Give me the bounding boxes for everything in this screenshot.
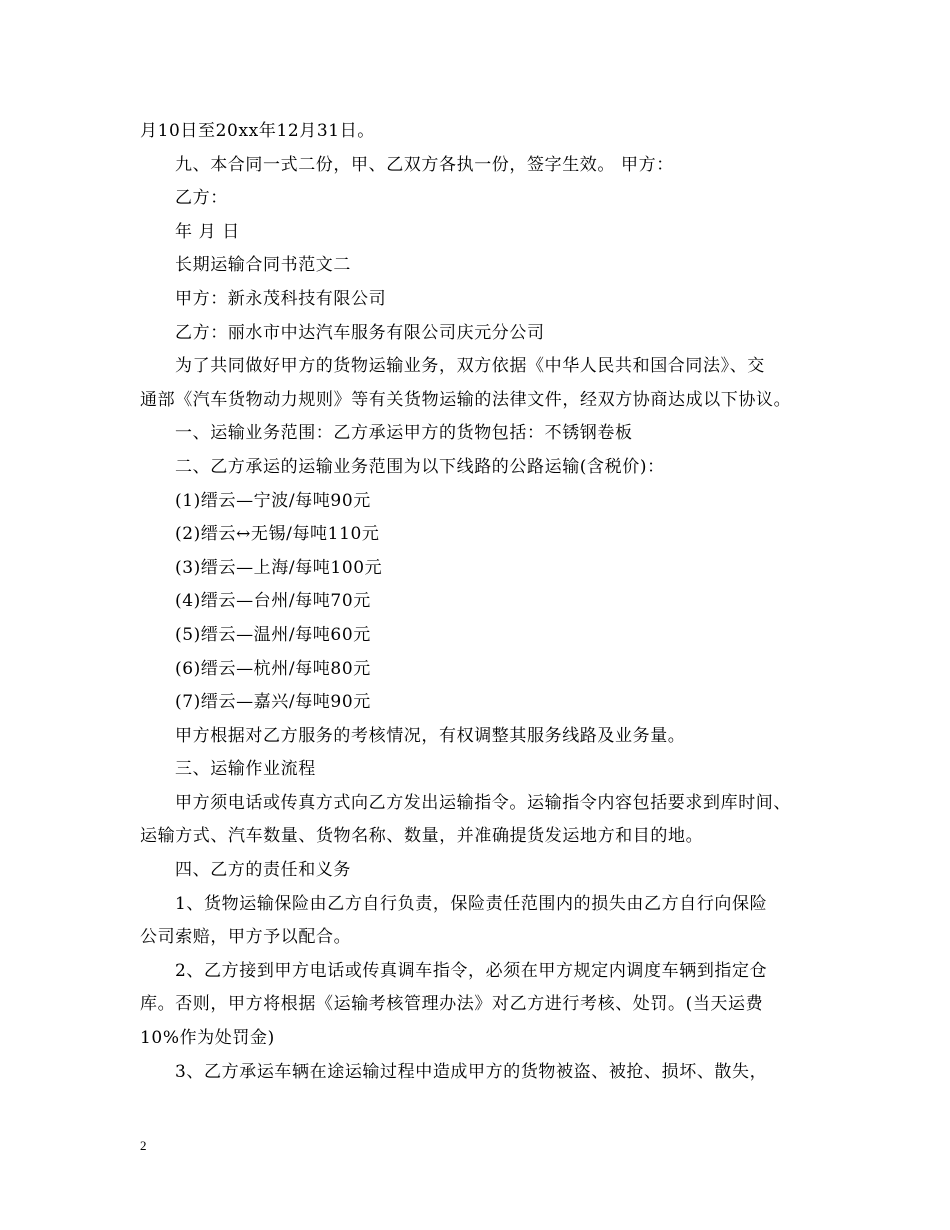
- text-line: 三、运输作业流程: [175, 759, 316, 780]
- document-body: [140, 115, 820, 1089]
- text-line: 运输方式、汽车数量、货物名称、数量，并准确提货发运地方和目的地。: [140, 826, 704, 847]
- text-line: 一、运输业务范围：乙方承运甲方的货物包括：不锈钢卷板: [175, 423, 633, 444]
- text-line: 库。否则，甲方将根据《运输考核管理办法》对乙方进行考核、处罚。(当天运费: [140, 994, 764, 1015]
- text-line: 3、乙方承运车辆在途运输过程中造成甲方的货物被盗、被抢、损坏、散失，: [175, 1061, 768, 1082]
- text-line: 为了共同做好甲方的货物运输业务，双方依据《中华人民共和国合同法》、交: [175, 356, 765, 377]
- text-line: (3)缙云—上海/每吨100元: [175, 557, 383, 578]
- text-line: (1)缙云—宁波/每吨90元: [175, 490, 371, 511]
- text-line: 乙方：丽水市中达汽车服务有限公司庆元分公司: [175, 322, 545, 343]
- text-line: (7)缙云—嘉兴/每吨90元: [175, 692, 371, 713]
- text-line: (6)缙云—杭州/每吨80元: [175, 658, 371, 679]
- text-line: (4)缙云—台州/每吨70元: [175, 591, 371, 612]
- text-line: 年 月 日: [175, 221, 240, 242]
- text-line: 甲方须电话或传真方式向乙方发出运输指令。运输指令内容包括要求到库时间、: [175, 792, 791, 813]
- text-line: 甲方：新永茂科技有限公司: [175, 288, 387, 309]
- text-line: 2、乙方接到甲方电话或传真调车指令，必须在甲方规定内调度车辆到指定仓: [175, 960, 768, 981]
- text-line: 乙方：: [175, 188, 228, 209]
- text-line: 10%作为处罚金): [140, 1028, 275, 1049]
- text-line: (5)缙云—温州/每吨60元: [175, 624, 371, 645]
- text-line: 1、货物运输保险由乙方自行负责，保险责任范围内的损失由乙方自行向保险: [175, 893, 768, 914]
- text-line: 二、乙方承运的运输业务范围为以下线路的公路运输(含税价)：: [175, 456, 665, 477]
- text-line: 月10日至20xx年12月31日。: [140, 121, 375, 141]
- text-line: 九、本合同一式二份，甲、乙双方各执一份，签字生效。 甲方：: [175, 154, 674, 175]
- text-line: 甲方根据对乙方服务的考核情况，有权调整其服务线路及业务量。: [175, 725, 686, 746]
- text-line: 长期运输合同书范文二: [175, 255, 351, 276]
- page-number: 2: [140, 1138, 147, 1153]
- text-line: (2)缙云↔无锡/每吨110元: [175, 524, 380, 545]
- text-line: 公司索赔，甲方予以配合。: [140, 927, 352, 948]
- text-line: 四、乙方的责任和义务: [175, 860, 351, 881]
- text-line: 通部《汽车货物动力规则》等有关货物运输的法律文件，经双方协商达成以下协议。: [140, 389, 792, 410]
